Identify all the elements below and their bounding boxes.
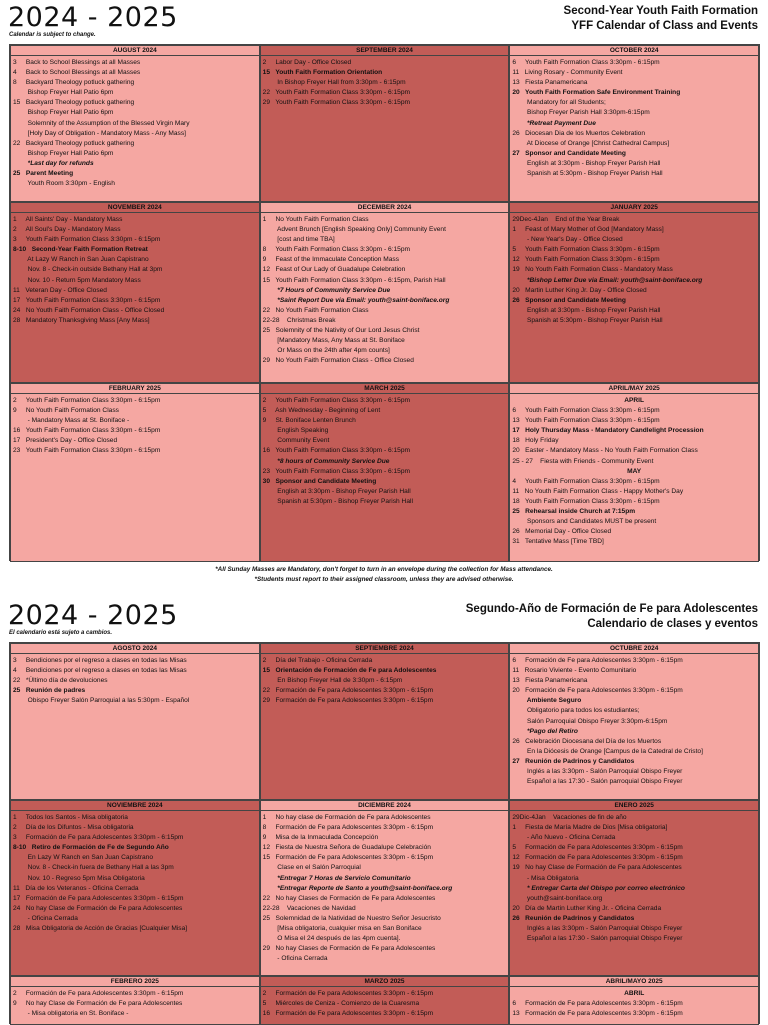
event-line: 9 Misa de la Inmaculada Concepción xyxy=(262,834,379,842)
event-line: 23 Youth Faith Formation Class 3:30pm - 6:15pm xyxy=(13,447,161,455)
month-heading: OCTOBER 2024 xyxy=(510,46,758,56)
event-line: - New Year's Day - Office Closed xyxy=(512,236,623,244)
event-line: 16 Youth Faith Formation Class 3:30pm - 6:15pm xyxy=(13,427,161,435)
event-line: 9 No hay Clase de Formación de Fe para Adolescentes xyxy=(13,1000,183,1008)
event-line: ABRIL xyxy=(624,990,645,997)
event-line: En Lazy W Ranch en San Juan Capistrano xyxy=(13,854,154,862)
event-line: 9 St. Boniface Lenten Brunch xyxy=(262,417,356,425)
event-line: 26 Celebración Diocesana del Día de los Muertos xyxy=(512,737,662,745)
event-line: 29 No hay Clases de Formación de Fe para Adolescentes xyxy=(262,945,436,953)
event-line: 11 No Youth Faith Formation Class - Happy Mother's Day xyxy=(512,487,684,495)
spanish-month-grid xyxy=(9,642,760,1024)
month-heading: MARZO 2025 xyxy=(261,977,509,987)
event-line: * Entregar Carta del Obispo por correo electrónico xyxy=(512,884,685,892)
event-line: 2 Youth Faith Formation Class 3:30pm - 6:15pm xyxy=(13,397,161,404)
event-line: 30 Sponsor and Candidate Meeting xyxy=(262,477,377,485)
event-line: 24 No Youth Faith Formation Class - Office Closed xyxy=(13,306,165,314)
event-line: 25 Parent Meeting xyxy=(13,170,74,178)
event-line: youth@saint-boniface.org xyxy=(512,894,603,902)
event-line: 29 No Youth Faith Formation Class - Office Closed xyxy=(262,357,414,365)
event-line: 27 Reunión de Padrinos y Candidatos xyxy=(512,757,635,765)
event-list xyxy=(261,213,509,366)
event-line: 29Dic-4Jan Vacaciones de fin de año xyxy=(512,814,627,821)
event-line: 28 Misa Obligatoria de Acción de Gracias [Cualquier Misa] xyxy=(13,925,188,933)
event-list xyxy=(11,56,259,189)
event-line: At Diocese of Orange [Christ Cathedral Campus] xyxy=(512,139,670,147)
event-line: Youth Room 3:30pm - English xyxy=(13,180,115,188)
event-line: 1 No hay clase de Formación de Fe para Adolescentes xyxy=(262,814,431,821)
event-line: 1 Feast of Mary Mother of God [Mandatory Mass] xyxy=(512,226,664,234)
event-line: 4 Bendiciones por el regreso a clases en todas las Misas xyxy=(13,667,187,675)
event-line: Bishop Freyer Hall Patio 6pm xyxy=(13,89,114,97)
event-line: 11 Día de los Veteranos - Oficina Cerrada xyxy=(13,884,139,892)
event-line: 12 Fiesta de Nuestra Señora de Guadalupe Celebración xyxy=(262,844,431,852)
spanish-month-octubre-2024 xyxy=(509,643,759,800)
event-line: Spanish at 5:30pm - Bishop Freyer Parish Hall xyxy=(512,170,663,178)
spanish-month-agosto-2024 xyxy=(10,643,260,800)
event-line: Español a las 17:30 - Salón parroquial Obispo Freyer xyxy=(512,935,683,943)
event-list xyxy=(261,987,509,1019)
event-line: 20 Youth Faith Formation Safe Environment Training xyxy=(512,89,681,97)
english-footnote-1: *All Sunday Masses are Mandatory, don't forget to turn in an envelope during the collection for Mass attendance. xyxy=(215,566,553,573)
event-line: MAY xyxy=(627,467,642,475)
event-list xyxy=(261,56,509,108)
event-list xyxy=(11,394,259,457)
event-line: 20 Martin Luther King Jr. Day - Office Closed xyxy=(512,286,647,294)
event-line: 13 Fiesta Panamericana xyxy=(512,79,588,87)
event-line: Español a las 17:30 - Salón parroquial Obispo Freyer xyxy=(512,778,683,786)
event-line: En la Diócesis de Orange [Campus de la Catedral de Cristo] xyxy=(512,747,703,755)
spanish-year-title: 2024 - 2025 xyxy=(8,600,178,631)
event-line: 2 Día del Trabajo - Oficina Cerrada xyxy=(262,657,373,664)
spanish-month-marzo-2025 xyxy=(260,976,510,1025)
event-line: 5 Miércoles de Ceniza - Comienzo de la Cuaresma xyxy=(262,1000,420,1008)
event-line: 13 Fiesta Panamericana xyxy=(512,677,588,685)
event-line: 11 Veteran Day - Office Closed xyxy=(13,286,107,294)
event-line: 17 President's Day - Office Closed xyxy=(13,437,118,445)
event-line: 17 Holy Thursday Mass - Mandatory Candlelight Procession xyxy=(512,427,704,435)
event-line: 31 Tentative Mass [Time TBD] xyxy=(512,538,604,546)
month-heading: APRIL/MAY 2025 xyxy=(510,384,758,394)
event-line: 26 Sponsor and Candidate Meeting xyxy=(512,296,626,304)
english-title-line-1: Second-Year Youth Faith Formation xyxy=(563,5,758,17)
event-line: *8 hours of Community Service Due xyxy=(262,457,390,465)
event-line: 23 Youth Faith Formation Class 3:30pm - 6:15pm xyxy=(262,467,410,475)
event-line: 22 Formación de Fe para Adolescentes 3:30pm - 6:15pm xyxy=(262,687,434,695)
english-month-january-2025 xyxy=(509,202,759,383)
event-line: [Misa obligatoria, cualquier misa en San Boniface xyxy=(262,925,422,933)
english-header xyxy=(0,0,768,44)
month-heading: MARCH 2025 xyxy=(261,384,509,394)
event-line: 15 Orientación de Formación de Fe para Adolescentes xyxy=(262,667,437,675)
event-line: Inglés a las 3:30pm - Salón Parroquial Obispo Freyer xyxy=(512,768,683,776)
month-heading: ABRIL/MAYO 2025 xyxy=(510,977,758,987)
spanish-title-line-1: Segundo-Año de Formación de Fe para Adolescentes xyxy=(465,603,758,615)
event-line: Inglés a las 3:30pm - Salón Parroquial Obispo Freyer xyxy=(512,925,683,933)
event-line: English Speaking xyxy=(262,427,329,435)
event-line: 8-10 Retiro de Formación de Fe de Segundo Año xyxy=(13,844,169,852)
english-month-october-2024 xyxy=(509,45,759,202)
event-line: Community Event xyxy=(262,437,330,445)
event-line: Nov. 8 - Check-in outside Bethany Hall at 3pm xyxy=(13,266,163,274)
event-line: English at 3:30pm - Bishop Freyer Parish Hall xyxy=(262,487,411,495)
english-month-march-2025 xyxy=(260,383,510,562)
event-line: 26 Memorial Day - Office Closed xyxy=(512,528,612,536)
event-line: 9 Feast of the Immaculate Conception Mass xyxy=(262,256,399,264)
event-line: Bishop Freyer Hall Patio 6pm xyxy=(13,109,114,117)
event-line: 3 Bendiciones por el regreso a clases en todas las Misas xyxy=(13,657,187,664)
event-line: 12 Feast of Our Lady of Guadalupe Celebration xyxy=(262,266,406,274)
event-list xyxy=(510,811,758,944)
event-line: *Pago del Retiro xyxy=(512,727,578,735)
event-line: 1 Fiesta de María Madre de Dios [Misa obligatoria] xyxy=(512,824,668,832)
spanish-calendar-sheet xyxy=(0,598,768,1018)
event-line: 9 No Youth Faith Formation Class xyxy=(13,407,119,415)
event-line: 11 Living Rosary - Community Event xyxy=(512,69,623,77)
event-line: 19 No Youth Faith Formation Class - Mandatory Mass xyxy=(512,266,673,274)
event-line: Mandatory for all Students; xyxy=(512,99,606,107)
event-line: 6 Youth Faith Formation Class 3:30pm - 6:15pm xyxy=(512,59,660,66)
spanish-month-diciembre-2024 xyxy=(260,800,510,976)
event-line: 5 Youth Faith Formation Class 3:30pm - 6:15pm xyxy=(512,246,660,254)
event-line: 2 Formación de Fe para Adolescentes 3:30pm - 6:15pm xyxy=(13,990,184,997)
event-line: 12 Youth Faith Formation Class 3:30pm - 6:15pm xyxy=(512,256,660,264)
event-line: En Bishop Freyer Hall de 3:30pm - 6:15pm xyxy=(262,677,403,685)
event-line: 17 Youth Faith Formation Class 3:30pm - 6:15pm xyxy=(13,296,161,304)
event-line: 20 Formación de Fe para Adolescentes 3:30pm - 6:15pm xyxy=(512,687,683,695)
event-line: Clase en el Salón Parroquial xyxy=(262,864,361,872)
event-list xyxy=(510,654,758,787)
event-line: *Entregar Reporte de Santo a youth@saint-boniface.org xyxy=(262,884,453,892)
event-line: - Misa obligatoria en St. Boniface - xyxy=(13,1010,129,1018)
spanish-month-febrero-2025 xyxy=(10,976,260,1025)
spanish-month-abril-mayo-2025 xyxy=(509,976,759,1025)
event-list xyxy=(261,394,509,507)
event-line: 20 Easter - Mandatory Mass - No Youth Faith Formation Class xyxy=(512,447,698,455)
event-line: 29Dec-4Jan End of the Year Break xyxy=(512,216,620,223)
event-line: 27 Sponsor and Candidate Meeting xyxy=(512,149,626,157)
event-list xyxy=(510,56,758,179)
event-line: O Misa el 24 después de las 4pm cuenta]. xyxy=(262,935,401,943)
english-footnote-2: *Students must report to their assigned classroom, unless they are advised otherwise. xyxy=(254,576,514,583)
event-line: *7 Hours of Community Service Due xyxy=(262,286,391,294)
spanish-title-block xyxy=(466,602,758,632)
event-line: 1 All Saints' Day - Mandatory Mass xyxy=(13,216,123,223)
event-line: Bishop Freyer Hall Patio 6pm xyxy=(13,149,114,157)
english-year-title: 2024 - 2025 xyxy=(8,2,178,33)
event-line: English at 3:30pm - Bishop Freyer Parish Hall xyxy=(512,159,661,167)
event-line: Advent Brunch [English Speaking Only] Community Event xyxy=(262,226,446,234)
event-line: 12 Formación de Fe para Adolescentes 3:30pm - 6:15pm xyxy=(512,854,683,862)
event-list xyxy=(11,811,259,934)
event-line: In Bishop Freyer Hall from 3:30pm - 6:15pm xyxy=(262,79,406,87)
event-line: 13 Formación de Fe para Adolescentes 3:30pm - 6:15pm xyxy=(512,1010,683,1018)
event-line: 29 Youth Faith Formation Class 3:30pm - 6:15pm xyxy=(262,99,410,107)
event-line: 1 Todos los Santos - Misa obligatoria xyxy=(13,814,128,821)
event-line: *Last day for refunds xyxy=(13,159,94,167)
event-line: 6 Youth Faith Formation Class 3:30pm - 6:15pm xyxy=(512,407,660,415)
event-line: [Holy Day of Obligation - Mandatory Mass - Any Mass] xyxy=(13,129,186,137)
event-line: Salón Parroquial Obispo Freyer 3:30pm-6:15pm xyxy=(512,717,668,725)
english-month-grid xyxy=(9,44,760,561)
event-line: Nov. 8 - Check-in fuera de Bethany Hall a las 3pm xyxy=(13,864,174,872)
event-line: 26 Reunión de Padrinos y Candidatos xyxy=(512,914,635,922)
event-line: Obispo Freyer Salón Parroquial a las 5:30pm - Español xyxy=(13,697,190,705)
event-line: 8-10 Second-Year Faith Formation Retreat xyxy=(13,246,148,254)
english-title-line-2: YFF Calendar of Class and Events xyxy=(571,20,758,32)
event-line: 22 *Último día de devoluciones xyxy=(13,677,108,685)
event-line: 25 - 27 Fiesta with Friends - Community Event xyxy=(512,457,654,465)
event-line: 24 No hay Clase de Formación de Fe para Adolescentes xyxy=(13,904,183,912)
event-line: At Lazy W Ranch in San Juan Capistrano xyxy=(13,256,149,264)
english-month-december-2024 xyxy=(260,202,510,383)
event-line: *Bishop Letter Due via Email: youth@saint-boniface.org xyxy=(512,276,703,284)
event-line: 2 Labor Day - Office Closed xyxy=(262,59,352,66)
event-line: 22 No Youth Faith Formation Class xyxy=(262,306,369,314)
event-line: 4 Youth Faith Formation Class 3:30pm - 6:15pm xyxy=(512,477,660,485)
event-line: 3 Youth Faith Formation Class 3:30pm - 6:15pm xyxy=(13,236,161,244)
event-line: 8 Formación de Fe para Adolescentes 3:30pm - 6:15pm xyxy=(262,824,434,832)
event-line: 4 Back to School Blessings at all Masses xyxy=(13,69,141,77)
event-list xyxy=(510,987,758,1019)
event-line: 15 Youth Faith Formation Orientation xyxy=(262,69,383,77)
english-month-april-may-2025 xyxy=(509,383,759,562)
event-line: 22 Youth Faith Formation Class 3:30pm - 6:15pm xyxy=(262,89,410,97)
month-heading: SEPTIEMBRE 2024 xyxy=(261,644,509,654)
month-heading: DECEMBER 2024 xyxy=(261,203,509,213)
event-line: 26 Diocesan Dia de los Muertos Celebration xyxy=(512,129,646,137)
event-line: 5 Ash Wednesday - Beginning of Lent xyxy=(262,407,381,415)
event-line: 13 Youth Faith Formation Class 3:30pm - 6:15pm xyxy=(512,417,660,425)
event-line: Spanish at 5:30pm - Bishop Freyer Parish Hall xyxy=(512,316,663,324)
event-line: 17 Formación de Fe para Adolescentes 3:30pm - 6:15pm xyxy=(13,894,184,902)
event-line: 22 No hay Clases de Formación de Fe para Adolescentes xyxy=(262,894,436,902)
event-line: 25 Rehearsal inside Church at 7:15pm xyxy=(512,508,636,516)
event-line: 15 Youth Faith Formation Class 3:30pm - 6:15pm, Parish Hall xyxy=(262,276,446,284)
english-change-note: Calendar is subject to change. xyxy=(9,32,96,38)
event-list xyxy=(261,811,509,964)
event-line: Solemnity of the Assumption of the Blessed Virgin Mary xyxy=(13,119,190,127)
spanish-change-note: El calendario está sujeto a cambios. xyxy=(9,630,113,636)
event-line: 11 Rosario Viviente - Evento Comunitario xyxy=(512,667,637,675)
month-heading: FEBRERO 2025 xyxy=(11,977,259,987)
event-list xyxy=(11,654,259,706)
event-line: 22-28 Christmas Break xyxy=(262,316,336,324)
month-heading: NOVIEMBRE 2024 xyxy=(11,801,259,811)
month-heading: AUGUST 2024 xyxy=(11,46,259,56)
event-line: - Año Nuevo - Oficina Cerrada xyxy=(512,834,616,842)
event-line: 16 Youth Faith Formation Class 3:30pm - 6:15pm xyxy=(262,447,410,455)
event-line: [cost and time TBA] xyxy=(262,236,335,244)
event-line: 19 No hay Clase de Formación de Fe para Adolescentes xyxy=(512,864,682,872)
event-line: 8 Backyard Theology potluck gathering xyxy=(13,79,135,87)
event-line: - Misa Obligatoria xyxy=(512,874,579,882)
event-line: 15 Formación de Fe para Adolescentes 3:30pm - 6:15pm xyxy=(262,854,434,862)
event-line: - Oficina Cerrada xyxy=(13,914,78,922)
event-line: [Mandatory Mass, Any Mass at St. Boniface xyxy=(262,337,405,345)
event-line: Nov. 10 - Regreso 5pm Misa Obligatoria xyxy=(13,874,145,882)
event-line: 2 All Soul's Day - Mandatory Mass xyxy=(13,226,121,234)
event-line: 22-28 Vacaciones de Navidad xyxy=(262,904,356,912)
month-heading: NOVEMBER 2024 xyxy=(11,203,259,213)
event-line: 15 Backyard Theology potluck gathering xyxy=(13,99,135,107)
month-heading: AGOSTO 2024 xyxy=(11,644,259,654)
event-line: 6 Formación de Fe para Adolescentes 3:30pm - 6:15pm xyxy=(512,657,683,664)
english-title-block xyxy=(564,4,758,34)
event-line: English at 3:30pm - Bishop Freyer Parish Hall xyxy=(512,306,661,314)
event-line: 5 Formación de Fe para Adolescentes 3:30pm - 6:15pm xyxy=(512,844,683,852)
event-line: *Retreat Payment Due xyxy=(512,119,596,127)
event-line: 25 Solemnity of the Nativity of Our Lord Jesus Christ xyxy=(262,327,420,335)
spanish-month-enero-2025 xyxy=(509,800,759,976)
event-list xyxy=(11,213,259,326)
event-line: 29 Formación de Fe para Adolescentes 3:30pm - 6:15pm xyxy=(262,697,434,705)
spanish-month-noviembre-2024 xyxy=(10,800,260,976)
event-line: Nov. 10 - Return 5pm Mandatory Mass xyxy=(13,276,141,284)
event-list xyxy=(510,394,758,547)
event-line: *Saint Report Due via Email: youth@saint-boniface.org xyxy=(262,296,450,304)
event-line: 20 Día de Martin Luther King Jr. - Oficina Cerrada xyxy=(512,904,662,912)
event-line: *Entregar 7 Horas de Servicio Comunitario xyxy=(262,874,411,882)
event-list xyxy=(11,987,259,1019)
month-heading: OCTUBRE 2024 xyxy=(510,644,758,654)
spanish-month-septiembre-2024 xyxy=(260,643,510,800)
month-heading: ENERO 2025 xyxy=(510,801,758,811)
event-line: - Mandatory Mass at St. Boniface - xyxy=(13,417,130,425)
event-line: - Oficina Cerrada xyxy=(262,955,328,963)
event-line: Obligatorio para todos los estudiantes; xyxy=(512,707,640,715)
event-line: Or Mass on the 24th after 4pm counts] xyxy=(262,347,390,355)
event-line: 2 Día de los Difuntos - Misa obligatoria xyxy=(13,824,134,832)
spanish-title-line-2: Calendario de clases y eventos xyxy=(587,618,758,630)
event-list xyxy=(510,213,758,326)
event-line: Bishop Freyer Parish Hall 3:30pm-6:15pm xyxy=(512,109,650,117)
english-month-november-2024 xyxy=(10,202,260,383)
event-line: 16 Formación de Fe para Adolescentes 3:30pm - 6:15pm xyxy=(262,1010,434,1018)
event-line: 2 Youth Faith Formation Class 3:30pm - 6:15pm xyxy=(262,397,410,404)
month-heading: FEBRUARY 2025 xyxy=(11,384,259,394)
event-line: Ambiente Seguro xyxy=(512,697,582,705)
event-line: 25 Reunión de padres xyxy=(13,687,86,695)
event-line: Spanish at 5:30pm - Bishop Freyer Parish Hall xyxy=(262,497,413,505)
english-month-september-2024 xyxy=(260,45,510,202)
event-line: 6 Formación de Fe para Adolescentes 3:30pm - 6:15pm xyxy=(512,1000,683,1008)
english-month-august-2024 xyxy=(10,45,260,202)
event-line: 3 Back to School Blessings at all Masses xyxy=(13,59,141,66)
month-heading: SEPTEMBER 2024 xyxy=(261,46,509,56)
event-line: Sponsors and Candidates MUST be present xyxy=(512,518,657,526)
event-line: 22 Backyard Theology potluck gathering xyxy=(13,139,135,147)
event-line: 8 Youth Faith Formation Class 3:30pm - 6:15pm xyxy=(262,246,410,254)
event-line: 25 Solemnidad de la Natividad de Nuestro Señor Jesucristo xyxy=(262,914,441,922)
month-heading: JANUARY 2025 xyxy=(510,203,758,213)
event-line: 3 Formación de Fe para Adolescentes 3:30pm - 6:15pm xyxy=(13,834,184,842)
month-heading: DICIEMBRE 2024 xyxy=(261,801,509,811)
event-line: APRIL xyxy=(624,397,645,404)
event-line: 28 Mandatory Thanksgiving Mass [Any Mass] xyxy=(13,316,150,324)
spanish-header xyxy=(0,598,768,642)
event-line: 2 Formación de Fe para Adolescentes 3:30pm - 6:15pm xyxy=(262,990,434,997)
english-month-february-2025 xyxy=(10,383,260,562)
event-list xyxy=(261,654,509,706)
event-line: 18 Holy Friday xyxy=(512,437,559,445)
event-line: 18 Youth Faith Formation Class 3:30pm - 6:15pm xyxy=(512,497,660,505)
event-line: 1 No Youth Faith Formation Class xyxy=(262,216,369,223)
